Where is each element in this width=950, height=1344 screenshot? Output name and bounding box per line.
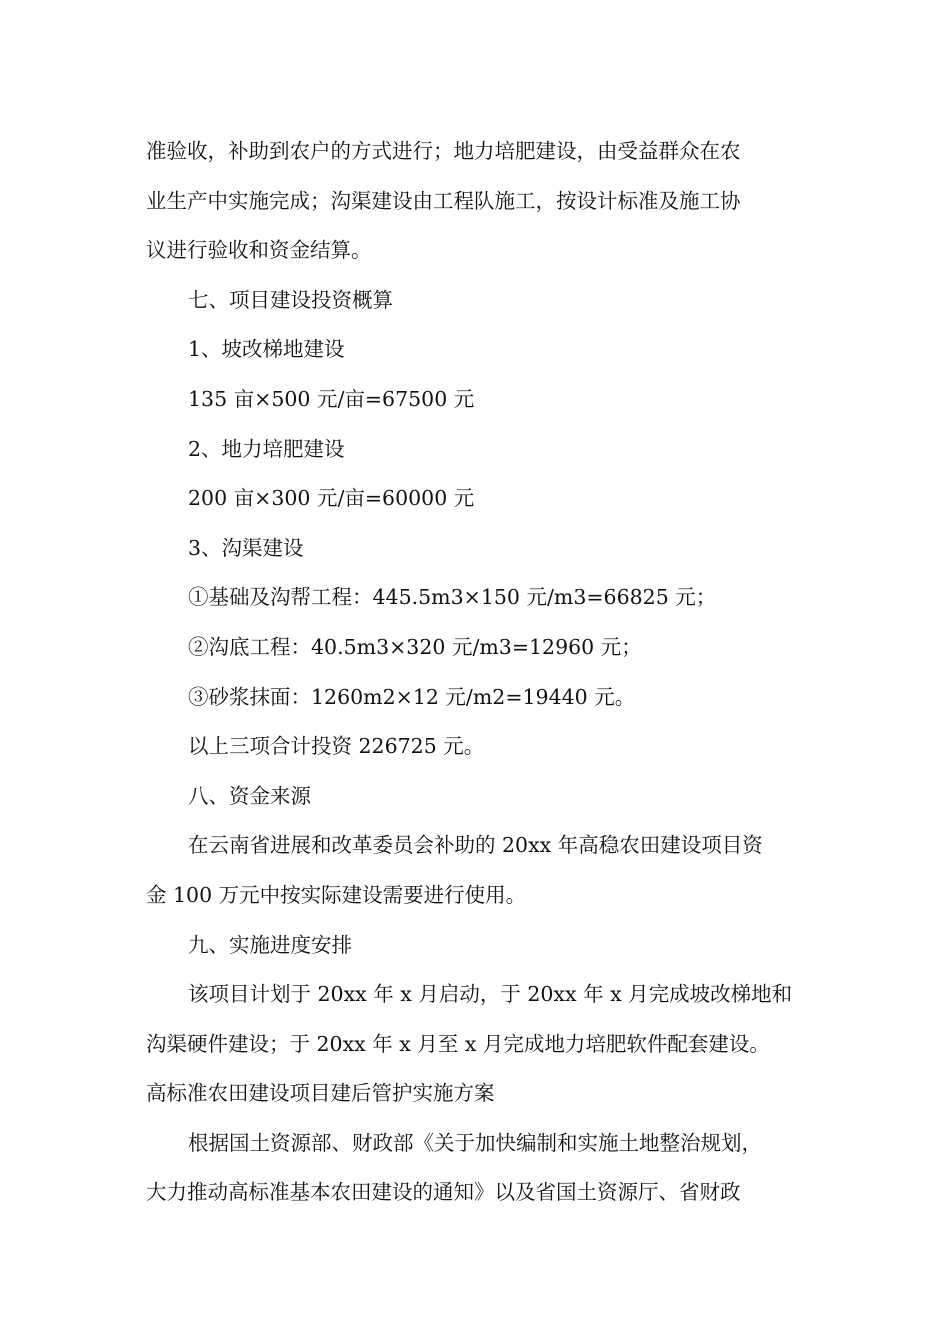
text-line: 200 亩×300 元/亩=60000 元 [188, 486, 475, 511]
text-line: 2、地力培肥建设 [188, 436, 345, 461]
text-line: 以上三项合计投资 226725 元。 [188, 734, 485, 759]
text-line: ②沟底工程：40.5m3×320 元/m3=12960 元； [188, 634, 642, 659]
text-line: 大力推动高标准基本农田建设的通知》以及省国土资源厅、省财政 [146, 1180, 741, 1205]
text-line: 1、坡改梯地建设 [188, 337, 345, 362]
text-line: 八、资金来源 [188, 783, 311, 808]
document-body [146, 127, 816, 1218]
text-line: 九、实施进度安排 [188, 932, 352, 957]
text-line: 议进行验收和资金结算。 [146, 238, 372, 263]
text-line: 3、沟渠建设 [188, 535, 304, 560]
text-line: 准验收，补助到农户的方式进行；地力培肥建设，由受益群众在农 [146, 139, 741, 163]
text-line: 该项目计划于 20xx 年 x 月启动，于 20xx 年 x 月完成坡改梯地和 [188, 982, 793, 1007]
text-line: 135 亩×500 元/亩=67500 元 [188, 386, 475, 411]
text-line: 七、项目建设投资概算 [188, 287, 393, 312]
text-line: 沟渠硬件建设；于 20xx 年 x 月至 x 月完成地力培肥软件配套建设。 [146, 1031, 770, 1056]
text-line: 业生产中实施完成；沟渠建设由工程队施工，按设计标准及施工协 [146, 188, 741, 213]
text-line: ①基础及沟帮工程：445.5m3×150 元/m3=66825 元； [188, 585, 717, 610]
text-line: 高标准农田建设项目建后管护实施方案 [146, 1081, 495, 1106]
text-line: 在云南省进展和改革委员会补助的 20xx 年高稳农田建设项目资 [188, 833, 763, 858]
text-line: ③砂浆抹面：1260m2×12 元/m2=19440 元。 [188, 684, 636, 709]
text-line: 金 100 万元中按实际建设需要进行使用。 [146, 882, 527, 907]
text-line: 根据国土资源部、财政部《关于加快编制和实施土地整治规划， [188, 1130, 762, 1155]
